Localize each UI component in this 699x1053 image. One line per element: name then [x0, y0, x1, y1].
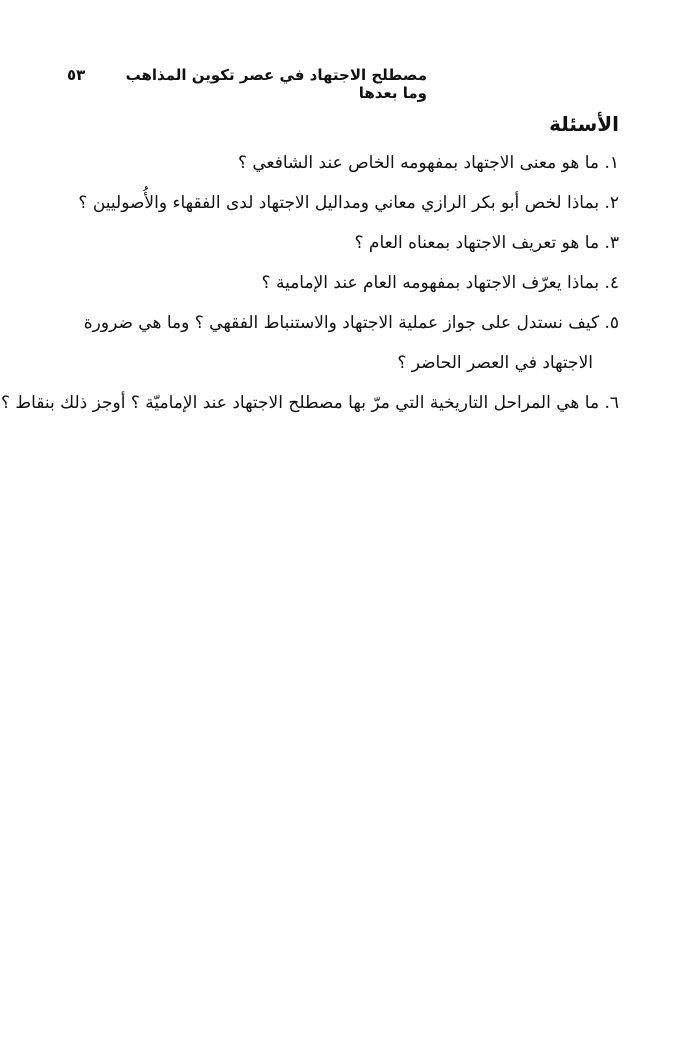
question-text: ٦. ما هي المراحل التاريخية التي مرّ بها مصطلح الاجتهاد عند الإماميّة ؟ أوجز ذلك بنقاط ؟	[0, 393, 619, 413]
running-header	[67, 66, 427, 102]
question-continuation: الاجتهاد في العصر الحاضر ؟	[397, 353, 593, 373]
question-text: ٤. بماذا يعرّف الاجتهاد بمفهومه العام عند الإمامية ؟	[261, 273, 619, 293]
section-title: الأسئلة	[549, 112, 619, 136]
question-item	[71, 310, 619, 376]
question-text: ٥. كيف نستدل على جواز عملية الاجتهاد والاستنباط الفقهي ؟ وما هي ضرورة	[83, 313, 619, 333]
page-number: ٥٣	[67, 66, 86, 84]
question-text: ٣. ما هو تعريف الاجتهاد بمعناه العام ؟	[354, 233, 619, 253]
question-item	[71, 190, 619, 216]
question-item	[0, 390, 619, 416]
question-item	[71, 270, 619, 296]
question-item	[71, 150, 619, 176]
question-text: ١. ما هو معنى الاجتهاد بمفهومه الخاص عند الشافعي ؟	[237, 153, 619, 173]
questions-list	[0, 150, 619, 430]
question-text: ٢. بماذا لخص أبو بكر الرازي معاني ومداليل الاجتهاد لدى الفقهاء والأُصوليين ؟	[78, 193, 619, 213]
question-item	[71, 230, 619, 256]
header-title: مصطلح الاجتهاد في عصر تكوين المذاهب وما بعدها	[125, 66, 427, 102]
